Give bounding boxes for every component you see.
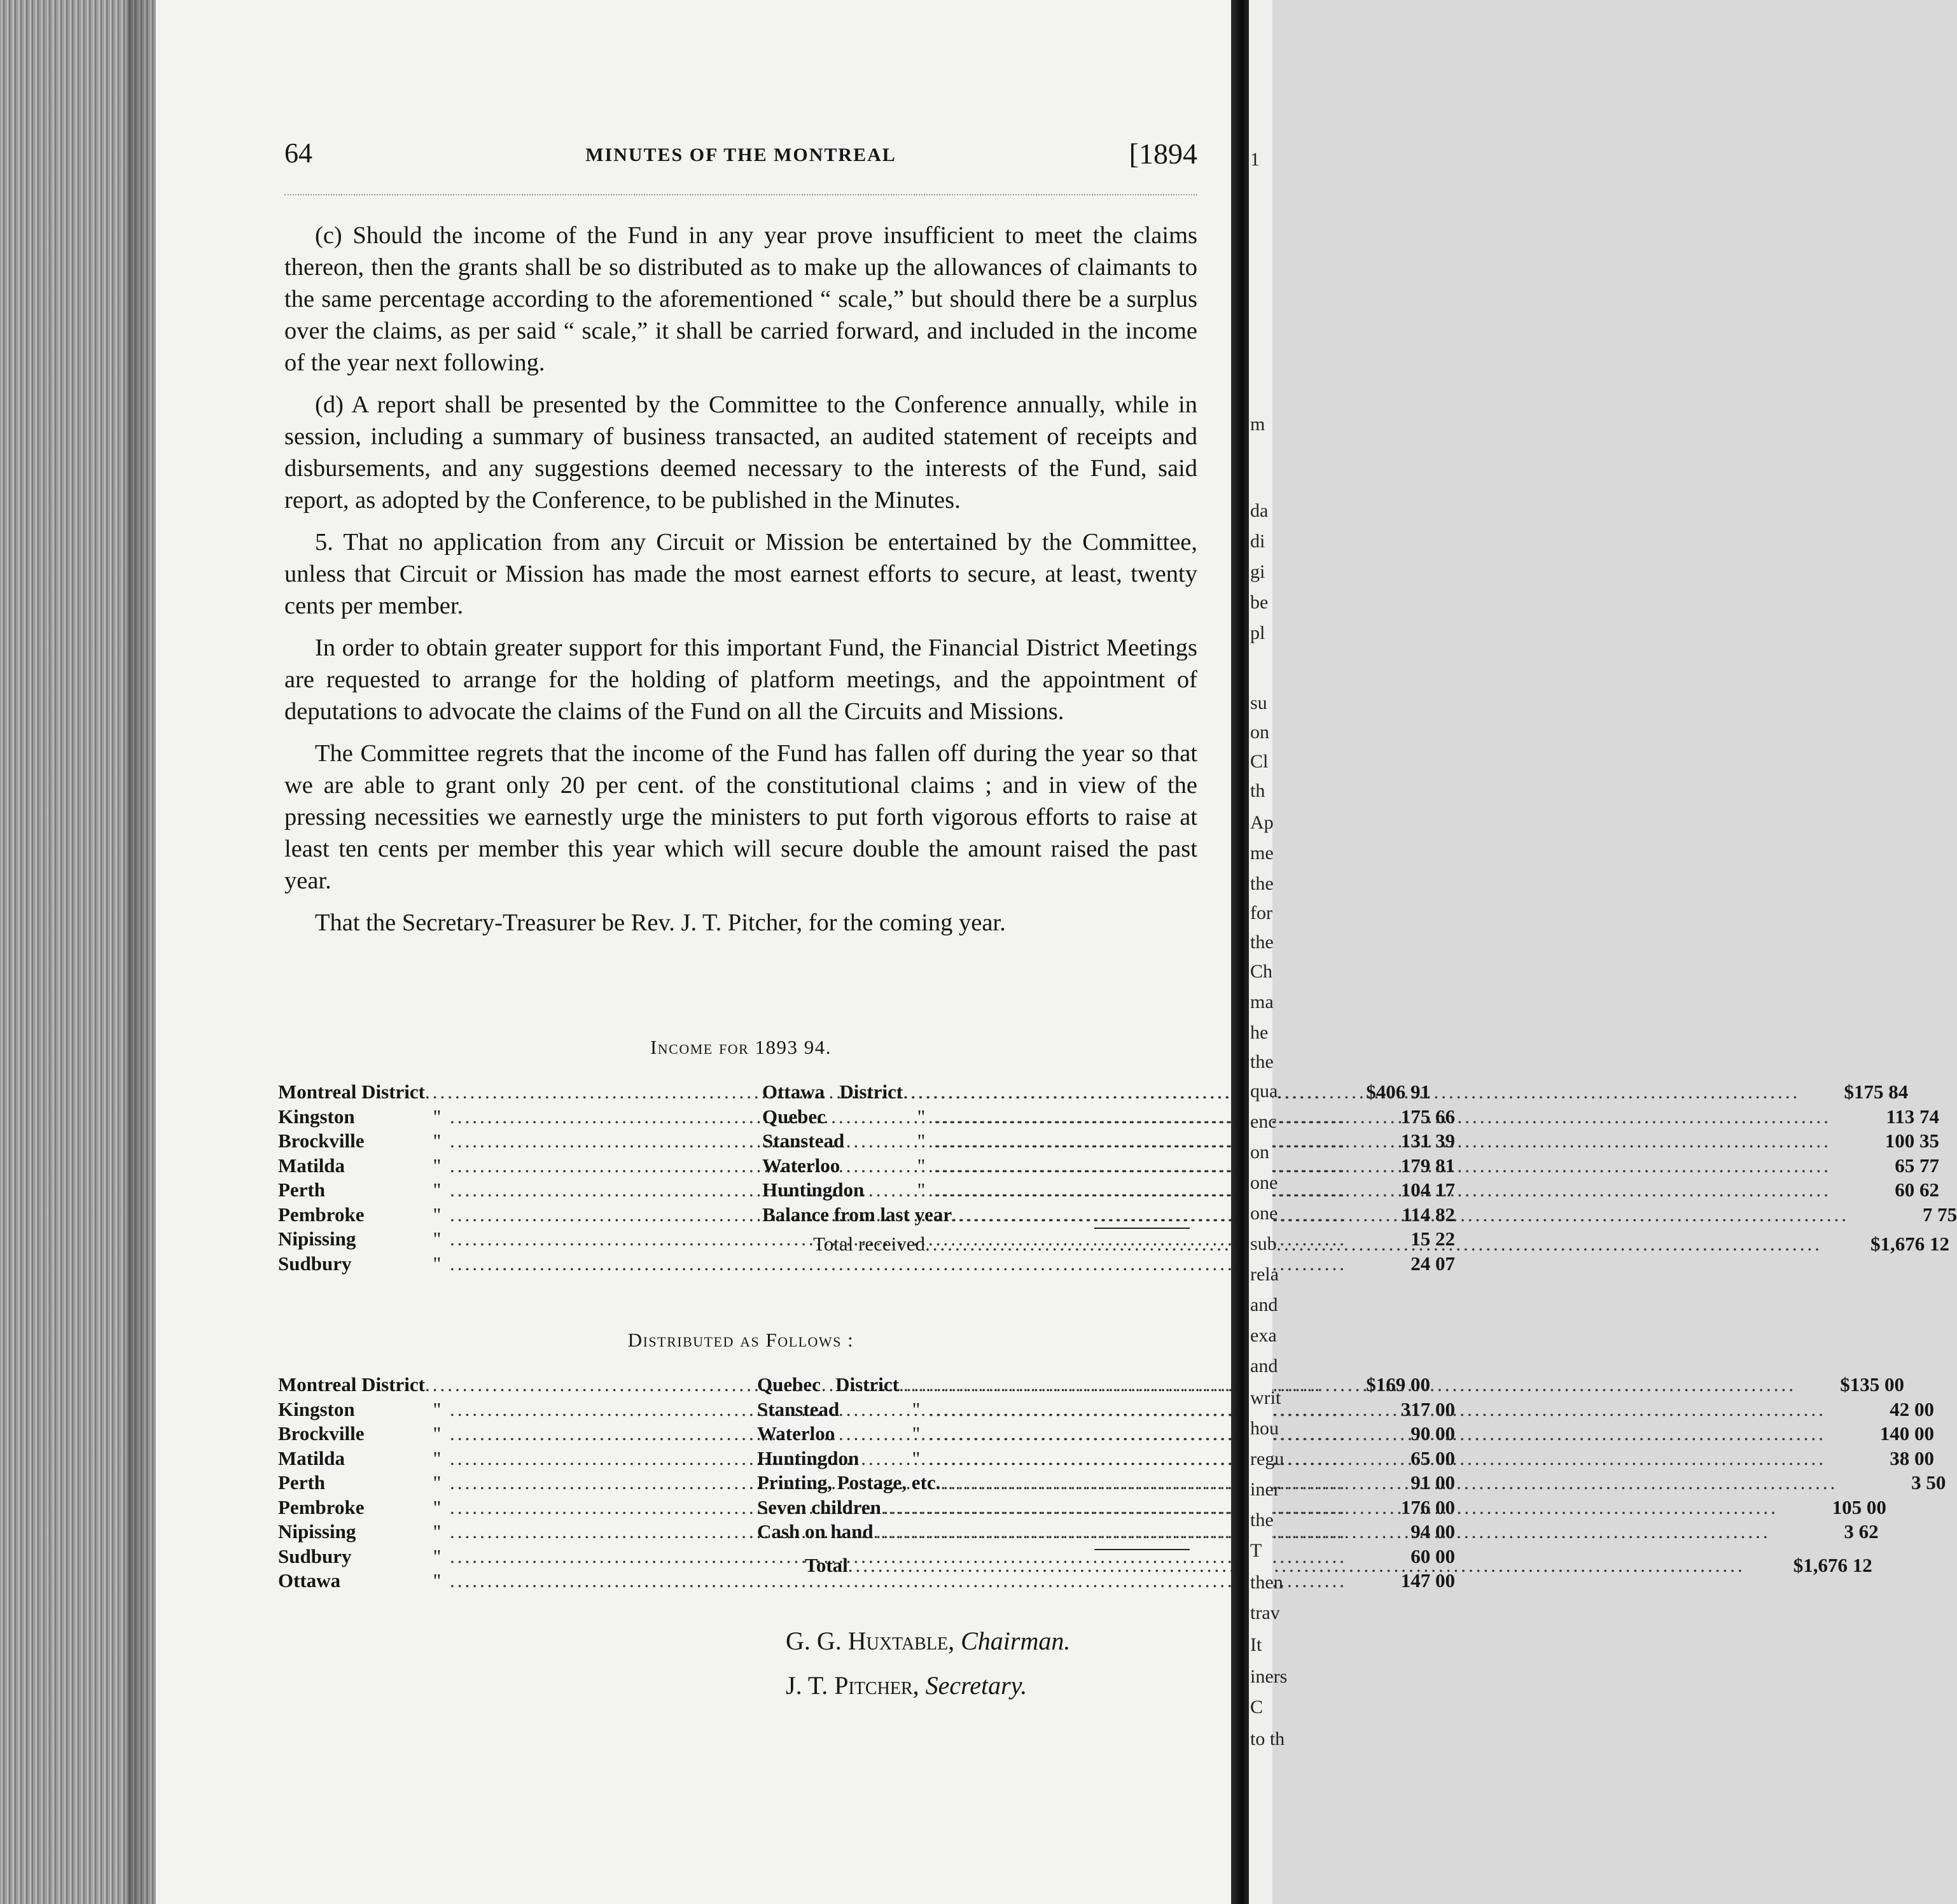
table-row: Seven children ..... 105 00 [757, 1496, 1190, 1521]
adjacent-page-text: Cl [1250, 751, 1269, 772]
table-row: Ottawa District ..... $175 84 [762, 1081, 1190, 1105]
adjacent-page-text: to th [1250, 1728, 1285, 1749]
table-row: Perth " ..... 104 17 [278, 1179, 723, 1203]
total-rule [1094, 1228, 1190, 1229]
paragraph-5: 5. That no application from any Circuit or Mission be entertained by the Committee, unless that Circuit or Mission has made the most earnest efforts to secure, at least, twenty cents per member. [284, 529, 1197, 619]
page-edge-shadow [127, 0, 156, 1904]
table-row: Huntingdon " ..... 38 00 [757, 1447, 1190, 1472]
adjacent-page-text: me [1250, 843, 1274, 864]
table-row: Brockville " ..... 131 39 [278, 1130, 723, 1154]
adjacent-page-text: qua [1250, 1081, 1278, 1102]
paragraph-secretary: That the Secretary-Treasurer be Rev. J. T. Pitcher, for the coming year. [315, 909, 1006, 936]
table-row: Stanstead " ..... 42 00 [757, 1398, 1190, 1423]
adjacent-page-text: trav [1250, 1602, 1280, 1623]
adjacent-page-text: he [1250, 1022, 1269, 1043]
table-row: Montreal District ..... $406 91 [278, 1081, 723, 1105]
income-title: Income for 1893 94. [650, 1036, 832, 1058]
adjacent-page-text: writ [1250, 1387, 1281, 1408]
table-row: Ottawa " ..... 147 00 [278, 1569, 723, 1594]
adjacent-page-text: It [1250, 1634, 1262, 1655]
table-row: Kingston " ..... 175 66 [278, 1105, 723, 1130]
adjacent-page-text: on [1250, 722, 1269, 743]
table-row: Nipissing " ..... 94 00 [278, 1520, 723, 1545]
table-row: Balance from last year ..... 7 75 [762, 1203, 1190, 1228]
adjacent-page-text: the [1250, 1509, 1274, 1530]
adjacent-page-text: and [1250, 1294, 1278, 1315]
year-bracket: [1894 [1129, 137, 1197, 170]
adjacent-page-edge [1249, 0, 1288, 1904]
adjacent-page-text: for [1250, 902, 1272, 923]
total-rule [1094, 1549, 1190, 1550]
header-rule [284, 194, 1197, 195]
adjacent-page-text: th [1250, 780, 1265, 801]
adjacent-page-text: hou [1250, 1418, 1279, 1439]
binding-gutter [1231, 0, 1249, 1904]
adjacent-page-text: the [1250, 932, 1274, 953]
page-number: 64 [284, 137, 312, 169]
table-row: Huntingdon " ..... 60 62 [762, 1179, 1190, 1203]
adjacent-page-text: rela [1250, 1264, 1279, 1285]
body-text [284, 220, 1197, 949]
adjacent-page-text: T [1250, 1540, 1262, 1561]
table-row: Quebec District ..... $135 00 [757, 1373, 1190, 1398]
paragraph-c: (c) Should the income of the Fund in any year prove insufficient to meet the claims thereon, then the grants shall be so distributed as to make up the allowances of claimants to the same percentage according to the aforementioned “ scale,” but should there be a surplus over the claims, as per said “ scale,” it shall be carried forward, and included in the income of the year next following. [284, 222, 1197, 376]
adjacent-page-text: ma [1250, 991, 1274, 1012]
table-row: Stanstead " ..... 100 35 [762, 1130, 1190, 1154]
adjacent-page-text: su [1250, 692, 1267, 713]
table-row: Pembroke " ..... 176 00 [278, 1496, 723, 1521]
adjacent-page-text: one [1250, 1172, 1278, 1193]
adjacent-page-text: the [1250, 1051, 1274, 1072]
adjacent-page-text: on [1250, 1142, 1269, 1163]
table-row: Waterloo " ..... 140 00 [757, 1422, 1190, 1447]
adjacent-page-text: and [1250, 1355, 1278, 1376]
adjacent-page-text: exa [1250, 1325, 1277, 1346]
adjacent-page-text: be [1250, 592, 1269, 613]
table-row: Matilda " ..... 65 00 [278, 1447, 723, 1472]
paragraph-regrets: The Committee regrets that the income of the Fund has fallen off during the year so that we are able to grant only 20 per cent. of the constitutional claims ; and in view of the pressing necessities we earnestly urge the ministers to put forth vigorous efforts to raise at least ten cents per member this year which will secure double the amount raised the past year. [284, 740, 1197, 894]
adjacent-page-text: sub [1250, 1233, 1277, 1254]
table-row: Waterloo " ..... 65 77 [762, 1154, 1190, 1179]
table-row: Printing, Postage, etc. ..... 3 50 [757, 1471, 1190, 1496]
chairman-signature: G. G. Huxtable, Chairman. [786, 1627, 1071, 1655]
adjacent-page-text: 1 [1250, 149, 1260, 170]
distributed-total-row: Total ..... $1,676 12 [757, 1554, 1190, 1579]
adjacent-page-text: the [1250, 873, 1274, 894]
paragraph-d: (d) A report shall be presented by the Committee to the Conference annually, while in session, including a summary of business transacted, an audited statement of receipts and disbursements, and any suggestions deemed necessary to the interests of the Fund, said report, as adopted by the Conference, to be published in the Minutes. [284, 391, 1197, 514]
table-row: Brockville " ..... 90 00 [278, 1422, 723, 1447]
distributed-title: Distributed as Follows : [627, 1329, 854, 1351]
adjacent-page-text: regu [1250, 1448, 1285, 1469]
adjacent-page-text: iners [1250, 1666, 1288, 1687]
table-row: Quebec " ..... 113 74 [762, 1105, 1190, 1130]
adjacent-page-text: enc [1250, 1111, 1277, 1132]
table-row: Cash on hand ..... 3 62 [757, 1520, 1190, 1545]
adjacent-page-text: da [1250, 500, 1269, 521]
adjacent-page-text: m [1250, 414, 1265, 435]
table-row: Sudbury " ..... 24 07 [278, 1252, 723, 1277]
table-row: Perth " ..... 91 00 [278, 1471, 723, 1496]
income-total-row: Total received ..... $1,676 12 [762, 1233, 1190, 1257]
table-row: Sudbury " ..... 60 00 [278, 1545, 723, 1570]
table-row: Montreal District ..... $169 00 [278, 1373, 723, 1398]
adjacent-page-text: pl [1250, 622, 1265, 643]
adjacent-page-text: one [1250, 1203, 1278, 1224]
adjacent-page-text: Ch [1250, 961, 1273, 982]
adjacent-page-text: Ap [1250, 812, 1274, 833]
table-row: Matilda " ..... 179 81 [278, 1154, 723, 1179]
adjacent-page-text: iner [1250, 1479, 1280, 1500]
table-row: Nipissing " ..... 15 22 [278, 1228, 723, 1252]
adjacent-page-text: di [1250, 531, 1265, 552]
page-header [284, 137, 1197, 175]
table-row: Pembroke " ..... 114 82 [278, 1203, 723, 1228]
adjacent-page-text: C [1250, 1697, 1264, 1718]
secretary-signature: J. T. Pitcher, Secretary. [786, 1671, 1027, 1700]
adjacent-page-text: then [1250, 1572, 1283, 1593]
paragraph-support: In order to obtain greater support for this important Fund, the Financial District Meetings are requested to arrange for the holding of platform meetings, and the appointment of deputations to advocate the claims of the Fund on all the Circuits and Missions. [284, 634, 1197, 725]
table-row: Kingston " ..... 317 00 [278, 1398, 723, 1423]
adjacent-page-text: gi [1250, 561, 1265, 582]
running-title: MINUTES OF THE MONTREAL [585, 144, 896, 165]
